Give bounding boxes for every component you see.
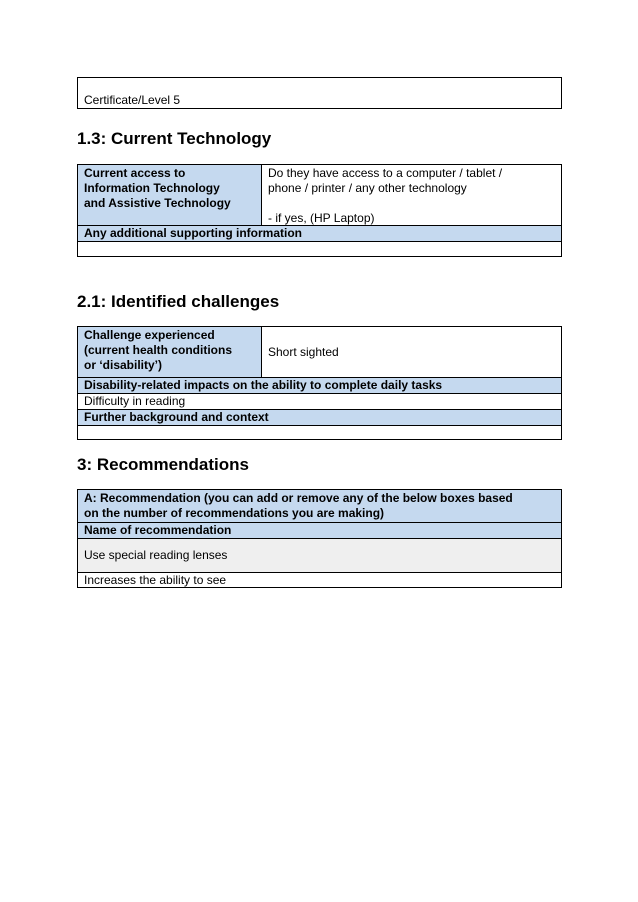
challenge-label: Challenge experienced (current health conditions or ‘disability’) — [78, 327, 262, 377]
technology-label: Current access to Information Technology and Assistive Technology — [78, 165, 262, 225]
challenge-value: Short sighted — [268, 344, 339, 359]
section-heading-recommendations: 3: Recommendations — [77, 455, 249, 474]
background-header: Further background and context — [78, 409, 561, 425]
impacts-header: Disability-related impacts on the ability to complete daily tasks — [78, 377, 561, 393]
recommendations-table — [77, 489, 562, 588]
qualification-value: Certificate/Level 5 — [84, 93, 181, 107]
additional-info-header: Any additional supporting information — [78, 225, 561, 241]
technology-value: Do they have access to a computer / tablet / phone / printer / any other technology - if yes, (HP Laptop) — [268, 166, 503, 225]
recommendation-name-header: Name of recommendation — [78, 522, 561, 538]
technology-table — [77, 164, 562, 257]
additional-info-value — [78, 241, 561, 256]
recommendation-name-value: Use special reading lenses — [78, 538, 561, 572]
recommendation-header: A: Recommendation (you can add or remove any of the below boxes based on the number of recommendations you are making) — [78, 490, 561, 522]
section-heading-technology: 1.3: Current Technology — [77, 129, 272, 148]
section-heading-challenges: 2.1: Identified challenges — [77, 292, 280, 311]
challenges-table — [77, 326, 562, 440]
recommendation-benefit-value: Increases the ability to see — [78, 572, 561, 587]
impacts-value: Difficulty in reading — [78, 393, 561, 409]
background-value — [78, 425, 561, 439]
qualification-box — [77, 77, 562, 109]
